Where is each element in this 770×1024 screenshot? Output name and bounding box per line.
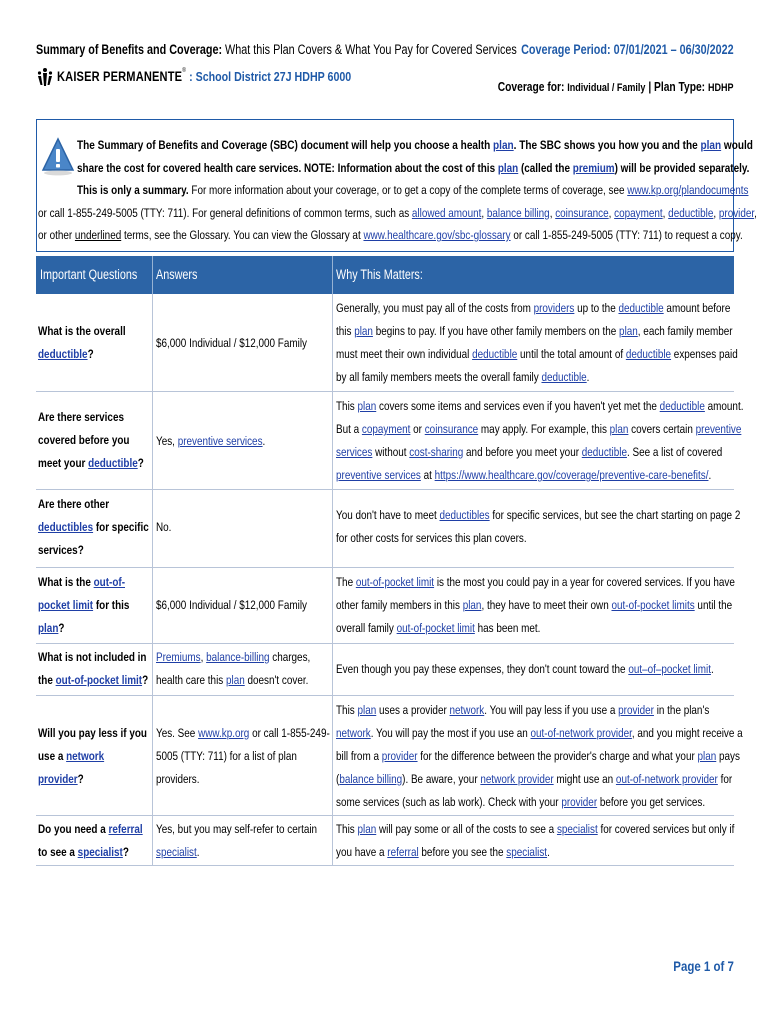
glossary-link[interactable]: www.healthcare.gov/sbc-glossary <box>363 228 511 242</box>
deductible-link[interactable]: deductible <box>581 445 627 459</box>
answer-cell: $6,000 Individual / $12,000 Family <box>156 598 307 612</box>
plan-link[interactable]: plan <box>357 399 377 413</box>
premiums-link[interactable]: Premiums <box>156 650 201 664</box>
kp-org-link[interactable]: www.kp.org <box>198 726 250 740</box>
benefits-table <box>36 256 744 859</box>
plan-link[interactable]: plan <box>697 749 717 763</box>
answer-cell: No. <box>156 520 172 534</box>
allowed-amount-link[interactable]: allowed amount <box>411 205 482 220</box>
page-number <box>660 958 734 974</box>
premium-link[interactable]: premium <box>572 160 615 175</box>
page-number-text: Page 1 of 7 <box>673 958 734 974</box>
plan-type-label: | Plan Type: <box>648 80 706 94</box>
plan-link[interactable]: plan <box>354 324 373 338</box>
notice-line-2: share the cost for covered health care services. NOTE: Information about the cost of this plan (called the premium) will be provided separately. <box>77 160 750 175</box>
table-row <box>36 696 743 816</box>
network-link[interactable]: network <box>66 749 105 763</box>
question-cell: What is the out-of- pocket limit for this plan? <box>38 575 130 635</box>
why-matters-cell: This plan will pay some or all of the costs to see a specialist for covered services but only if you have a referral before you see the specialist. <box>336 822 735 859</box>
table-row <box>36 294 738 392</box>
plan-link[interactable]: plan <box>609 422 629 436</box>
underlined-word: underlined <box>74 228 122 242</box>
balance-billing-link[interactable]: balance-billing <box>206 650 270 664</box>
preventive-services-link[interactable]: preventive services <box>177 434 263 448</box>
referral-link[interactable]: referral <box>387 845 419 859</box>
services-link[interactable]: services <box>336 445 373 459</box>
table-row <box>36 490 741 568</box>
logo-text: KAISER PERMANENTE <box>57 69 183 84</box>
preventive-services-link[interactable]: preventive services <box>336 468 421 482</box>
deductibles-link[interactable]: deductibles <box>439 508 490 522</box>
provider-link[interactable]: provider <box>38 772 78 786</box>
summary-bold: Summary of Benefits and Coverage: <box>36 42 223 57</box>
out-of-pocket-limit-link[interactable]: out–of–pocket limit <box>628 662 711 676</box>
out-of-pocket-limits-link[interactable]: out-of-pocket limits <box>611 598 695 612</box>
network-link[interactable]: network <box>449 703 485 717</box>
kaiser-logo <box>36 66 416 88</box>
why-matters-cell: This plan uses a provider network. You will pay less if you use a provider in the plan's network. You will pay the most if you use an out-of-network provider, and you might receive a bill from a provider for the difference between the provider's charge and what your plan pays (balance billing). Be aware, your network provider might use an out-of-network provider for some services (such as lab work). Check with your provider before you get services. <box>336 703 743 809</box>
healthcare-gov-link[interactable]: https://www.healthcare.gov/coverage/preventive-care-benefits/ <box>434 468 709 482</box>
coinsurance-link[interactable]: coinsurance <box>555 205 609 220</box>
header-important-questions: Important Questions <box>40 267 138 282</box>
logo-wordmark <box>57 68 351 86</box>
balance-billing-link[interactable]: balance billing <box>486 205 550 220</box>
deductibles-link[interactable]: deductibles <box>38 520 94 534</box>
plan-link[interactable]: plan <box>493 138 514 152</box>
answer-cell: Yes, preventive services. <box>156 434 266 448</box>
plan-link[interactable]: plan <box>225 673 245 687</box>
question-cell: Do you need a referral to see a specialist? <box>38 822 143 859</box>
deductible-link[interactable]: deductible <box>659 399 705 413</box>
table-row <box>36 644 734 696</box>
sbc-notice-box <box>36 119 757 252</box>
header-divider <box>332 256 333 294</box>
why-matters-cell: The out-of-pocket limit is the most you could pay in a year for covered services. If you have other family members in this plan, they have to meet their own out-of-pocket limits until the overall family out-of-pocket limit has been met. <box>336 575 735 635</box>
question-cell: Will you pay less if you use a network provider? <box>38 726 147 786</box>
provider-link[interactable]: provider <box>381 749 418 763</box>
deductible-link[interactable]: deductible <box>668 205 714 220</box>
question-cell: What is the overall deductible? <box>38 324 126 361</box>
plan-documents-link[interactable]: www.kp.org/plandocuments <box>627 183 749 197</box>
provider-link[interactable]: provider <box>718 205 755 220</box>
header-summary <box>36 42 517 57</box>
coverage-for-value: Individual / Family <box>567 82 646 94</box>
specialist-link[interactable]: specialist <box>156 845 197 859</box>
deductible-link[interactable]: deductible <box>625 347 672 361</box>
table-row <box>36 816 734 866</box>
table-row <box>36 568 734 644</box>
provider-link[interactable]: provider <box>618 703 654 717</box>
providers-link[interactable]: providers <box>533 301 575 315</box>
deductible-link[interactable]: deductible <box>472 347 518 361</box>
coverage-for-line <box>498 80 734 94</box>
out-of-network-provider-link[interactable]: out-of-network provider <box>615 772 718 786</box>
plan-link[interactable]: plan <box>497 160 519 175</box>
header-why-this-matters: Why This Matters: <box>336 267 423 282</box>
plan-link[interactable]: plan <box>462 598 482 612</box>
cost-sharing-link[interactable]: cost-sharing <box>409 445 464 459</box>
network-provider-link[interactable]: network provider <box>480 772 554 786</box>
plan-link[interactable]: plan <box>700 138 722 152</box>
logo-reg-mark: ® <box>182 68 186 74</box>
table-row <box>36 392 744 490</box>
coverage-period <box>468 42 734 57</box>
deductible-link[interactable]: deductible <box>541 370 587 384</box>
out-of-pocket-limit-link[interactable]: out-of-pocket limit <box>355 575 435 589</box>
notice-line-3: This is only a summary. For more information about your coverage, or to get a copy of the complete terms of coverage, see www.kp.org/plandocuments <box>77 183 749 197</box>
deductible-link[interactable]: deductible <box>38 347 88 361</box>
coverage-period-text: Coverage Period: 07/01/2021 – 06/30/2022 <box>521 42 734 57</box>
table-header <box>36 256 734 294</box>
why-matters-cell: This plan covers some items and services even if you haven't yet met the deductible amount. But a copayment or coinsurance may apply. For example, this plan covers certain preventive services without cost-sharing and before you meet your deductible. See a list of covered preventive services at https://www.healthcare.gov/coverage/preventive-care-benefits/. <box>336 399 744 482</box>
why-matters-cell: Even though you pay these expenses, they don't count toward the out–of–pocket limit. <box>336 662 714 676</box>
pocket-limit-link[interactable]: pocket limit <box>38 598 94 612</box>
why-matters-cell: Generally, you must pay all of the costs from providers up to the deductible amount before this plan begins to pay. If you have other family members on the plan, each family member must meet their own individual deductible until the total amount of deductible expenses paid by all family members meets the overall family deductible. <box>336 301 738 384</box>
answer-cell: Premiums, balance-billing charges, health care this plan doesn't cover. <box>156 650 311 687</box>
notice-text <box>37 134 757 247</box>
summary-rest: What this Plan Covers & What You Pay for Covered Services <box>222 42 517 57</box>
header-answers: Answers <box>156 267 198 282</box>
out-of-pocket-link[interactable]: out-of- <box>93 575 125 589</box>
coinsurance-link[interactable]: coinsurance <box>424 422 479 436</box>
answer-cell: Yes. See www.kp.org or call 1-855-249- 5005 (TTY: 711) for a list of plan providers. <box>156 726 330 786</box>
referral-link[interactable]: referral <box>108 822 143 836</box>
specialist-link[interactable]: specialist <box>506 845 548 859</box>
answer-cell: $6,000 Individual / $12,000 Family <box>156 336 307 350</box>
balance-billing-link[interactable]: balance billing <box>339 772 403 786</box>
plan-name: : School District 27J HDHP 6000 <box>189 69 352 84</box>
coverage-for-label: Coverage for: <box>498 80 565 94</box>
notice-line-1: The Summary of Benefits and Coverage (SBC) document will help you choose a health plan. The SBC shows you how you and the plan would <box>77 138 753 152</box>
notice-line-5: or other underlined terms, see the Glossary. You can view the Glossary at www.healthcare.gov/sbc-glossary or call 1-855-249-5005 (TTY: 711) to request a copy. <box>38 228 743 242</box>
network-link[interactable]: network <box>336 726 371 740</box>
specialist-link[interactable]: specialist <box>556 822 598 836</box>
out-of-network-provider-link[interactable]: out-of-network provider <box>530 726 632 740</box>
out-of-pocket-limit-link[interactable]: out-of-pocket limit <box>396 621 475 635</box>
plan-link[interactable]: plan <box>619 324 638 338</box>
question-cell: What is not included in the out-of-pocket limit? <box>38 650 149 687</box>
deductible-link[interactable]: deductible <box>88 456 138 470</box>
deductible-link[interactable]: deductible <box>618 301 664 315</box>
plan-link[interactable]: plan <box>38 621 59 635</box>
question-cell: Are there other deductibles for specific services? <box>38 497 149 557</box>
copayment-link[interactable]: copayment <box>614 205 663 220</box>
plan-link[interactable]: plan <box>357 703 377 717</box>
out-of-pocket-limit-link[interactable]: out-of-pocket limit <box>55 673 143 687</box>
preventive-link[interactable]: preventive <box>695 422 742 436</box>
plan-type-value: HDHP <box>708 82 734 94</box>
kaiser-people-icon <box>36 67 54 87</box>
notice-line-4: or call 1-855-249-5005 (TTY: 711). For general definitions of common terms, such as allowed amount, balance billing, coinsurance, copayment, deductible, provider, <box>38 205 757 220</box>
coverage-for <box>446 80 734 94</box>
why-matters-cell: You don't have to meet deductibles for specific services, but see the chart starting on page 2 for other costs for services this plan covers. <box>336 508 741 545</box>
header-divider <box>152 256 153 294</box>
provider-link[interactable]: provider <box>561 795 598 809</box>
specialist-link[interactable]: specialist <box>77 845 123 859</box>
plan-link[interactable]: plan <box>357 822 377 836</box>
copayment-link[interactable]: copayment <box>361 422 411 436</box>
answer-cell: Yes, but you may self-refer to certain specialist. <box>156 822 318 859</box>
question-cell: Are there services covered before you meet your deductible? <box>38 410 144 470</box>
